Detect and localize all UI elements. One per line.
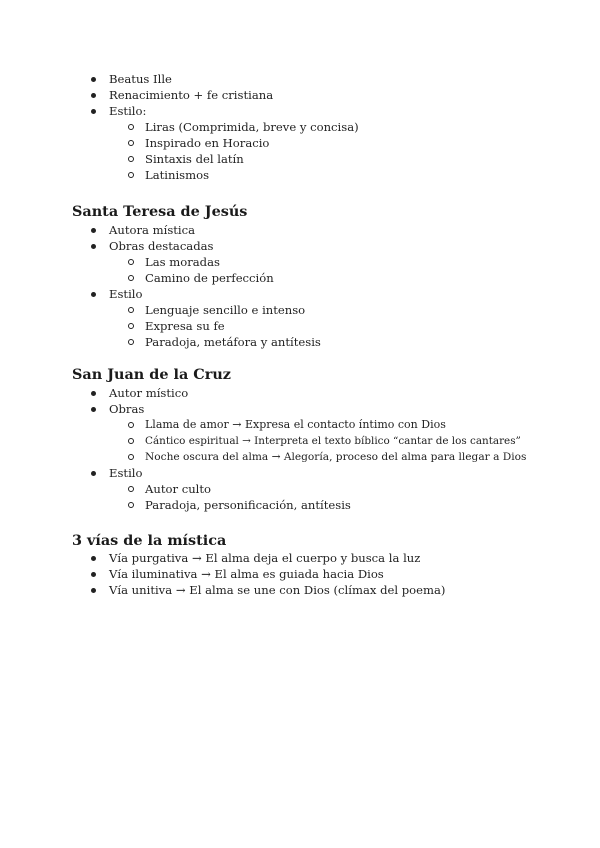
list-item: Vía purgativa → El alma deja el cuerpo y busca la luz (109, 551, 421, 565)
sub-list-item: Expresa su fe (145, 319, 225, 333)
sub-bullet (128, 323, 134, 329)
section-heading: 3 vías de la mística (72, 532, 227, 549)
bullet (91, 77, 96, 82)
sub-list-item: Camino de perfección (145, 271, 274, 285)
sub-list-item: Autor culto (145, 482, 212, 496)
sub-list-item: Cántico espiritual → Interpreta el texto bíblico “cantar de los cantares” (145, 435, 521, 447)
list-item: Autor místico (109, 386, 189, 400)
sub-bullet (128, 124, 134, 130)
sub-bullet (128, 275, 134, 281)
bullet (91, 556, 96, 561)
bullet (91, 228, 96, 233)
sub-bullet (128, 140, 134, 146)
bullet (91, 588, 96, 593)
sub-list-item: Latinismos (145, 168, 210, 182)
section-heading: Santa Teresa de Jesús (72, 203, 248, 220)
list-item: Estilo: (109, 104, 147, 118)
sub-list-item: Lenguaje sencillo e intenso (145, 303, 306, 317)
sub-bullet (128, 156, 134, 162)
list-item: Obras (109, 402, 145, 416)
sub-list-item: Liras (Comprimida, breve y concisa) (145, 120, 359, 134)
bullet (91, 471, 96, 476)
sub-bullet (128, 486, 134, 492)
bullet (91, 93, 96, 98)
list-item: Beatus Ille (109, 72, 172, 86)
list-item: Obras destacadas (109, 239, 214, 253)
list-item: Estilo (109, 466, 143, 480)
sub-list-item: Llama de amor → Expresa el contacto íntimo con Dios (145, 418, 446, 431)
sub-bullet (128, 454, 134, 460)
sub-bullet (128, 438, 134, 444)
bullet (91, 407, 96, 412)
sub-bullet (128, 307, 134, 313)
sub-list-item: Noche oscura del alma → Alegoría, proceso del alma para llegar a Dios (145, 451, 527, 463)
sub-bullet (128, 259, 134, 265)
sub-list-item: Las moradas (145, 255, 220, 269)
bullet (91, 244, 96, 249)
sub-bullet (128, 422, 134, 428)
bullet (91, 572, 96, 577)
sub-bullet (128, 172, 134, 178)
list-item: Vía iluminativa → El alma es guiada hacia Dios (109, 567, 384, 581)
sub-bullet (128, 502, 134, 508)
section-heading: San Juan de la Cruz (72, 366, 231, 383)
bullet (91, 391, 96, 396)
sub-bullet (128, 339, 134, 345)
bullet (91, 292, 96, 297)
list-item: Estilo (109, 287, 143, 301)
sub-list-item: Sintaxis del latín (145, 152, 244, 166)
list-item: Vía unitiva → El alma se une con Dios (clímax del poema) (109, 583, 446, 597)
sub-list-item: Paradoja, personificación, antítesis (145, 498, 351, 512)
sub-list-item: Paradoja, metáfora y antítesis (145, 335, 321, 349)
sub-list-item: Inspirado en Horacio (145, 136, 270, 150)
list-item: Renacimiento + fe cristiana (109, 88, 274, 102)
bullet (91, 109, 96, 114)
list-item: Autora mística (109, 223, 196, 237)
